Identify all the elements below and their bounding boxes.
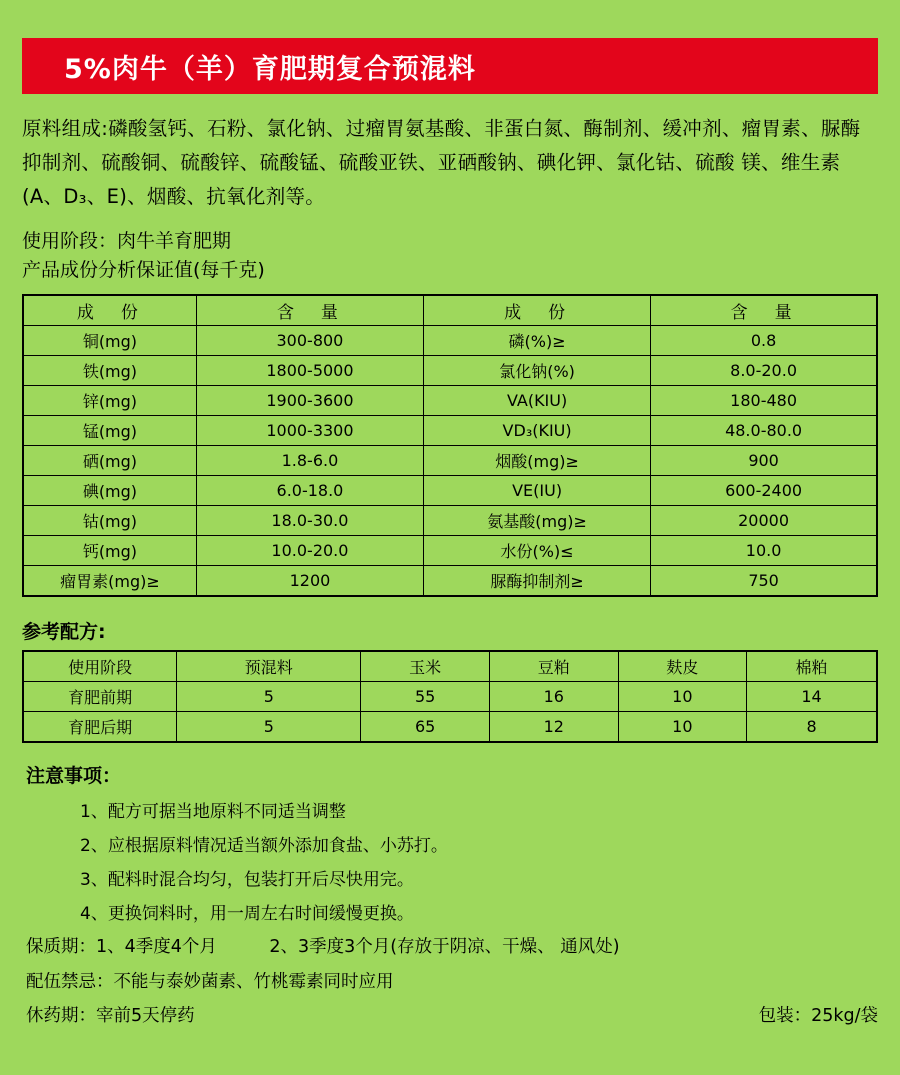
column-header: 使用阶段 — [23, 651, 177, 682]
cell: 55 — [361, 682, 490, 712]
cell: 1.8-6.0 — [196, 446, 423, 476]
withdrawal-line: 休药期：宰前5天停药 — [26, 1006, 195, 1026]
cell: 育肥前期 — [23, 682, 177, 712]
incompatibility-line: 配伍禁忌：不能与泰妙菌素、竹桃霉素同时应用 — [26, 972, 394, 992]
table-header-row — [23, 651, 877, 682]
cell: 8.0-20.0 — [651, 356, 877, 386]
cell: 1000-3300 — [196, 416, 423, 446]
shelf-life-line: 保质期：1、4季度4个月 2、3季度3个月(存放于阴凉、干燥、 通风处) — [26, 937, 620, 957]
cell: 6.0-18.0 — [196, 476, 423, 506]
table-row — [23, 476, 877, 506]
note-item: 4、更换饲料时，用一周左右时间缓慢更换。 — [80, 904, 414, 924]
note-item: 1、配方可据当地原料不同适当调整 — [80, 802, 346, 822]
column-header: 成 份 — [23, 295, 196, 326]
column-header: 麸皮 — [618, 651, 747, 682]
column-header: 棉粕 — [747, 651, 877, 682]
column-header: 豆粕 — [489, 651, 618, 682]
table-row — [23, 712, 877, 743]
title-bar — [22, 38, 878, 94]
cell: 0.8 — [651, 326, 877, 356]
column-header: 玉米 — [361, 651, 490, 682]
cell: 10 — [618, 682, 747, 712]
column-header: 成 份 — [424, 295, 651, 326]
cell: 硒(mg) — [23, 446, 196, 476]
cell: 磷(%)≥ — [424, 326, 651, 356]
table-row — [23, 416, 877, 446]
column-header: 含 量 — [651, 295, 877, 326]
cell: 900 — [651, 446, 877, 476]
table-header-row — [23, 295, 877, 326]
page-title: 5%肉牛（羊）育肥期复合预混料 — [64, 53, 476, 85]
footer-row — [26, 1002, 878, 1027]
package-line: 包装：25kg/袋 — [758, 1006, 878, 1026]
product-label-page — [0, 38, 900, 1075]
formula-table — [22, 650, 878, 743]
cell: 10.0 — [651, 536, 877, 566]
column-header: 预混料 — [177, 651, 361, 682]
table-row — [23, 326, 877, 356]
cell: 10 — [618, 712, 747, 743]
cell: 瘤胃素(mg)≥ — [23, 566, 196, 597]
cell: 8 — [747, 712, 877, 743]
table-row — [23, 446, 877, 476]
column-header: 含 量 — [196, 295, 423, 326]
cell: 脲酶抑制剂≥ — [424, 566, 651, 597]
cell: VD₃(KIU) — [424, 416, 651, 446]
cell: 300-800 — [196, 326, 423, 356]
table-row — [23, 566, 877, 597]
cell: 65 — [361, 712, 490, 743]
usage-stage-line: 使用阶段：肉牛羊育肥期 — [22, 230, 232, 252]
cell: 氯化钠(%) — [424, 356, 651, 386]
cell: 48.0-80.0 — [651, 416, 877, 446]
cell: VE(IU) — [424, 476, 651, 506]
cell: 铜(mg) — [23, 326, 196, 356]
cell: 烟酸(mg)≥ — [424, 446, 651, 476]
note-item: 3、配料时混合均匀，包装打开后尽快用完。 — [80, 870, 414, 890]
nutrition-table — [22, 294, 878, 597]
cell: 20000 — [651, 506, 877, 536]
cell: 铁(mg) — [23, 356, 196, 386]
cell: 18.0-30.0 — [196, 506, 423, 536]
notes-title: 注意事项： — [26, 765, 122, 787]
cell: 锰(mg) — [23, 416, 196, 446]
cell: 1800-5000 — [196, 356, 423, 386]
note-item: 2、应根据原料情况适当额外添加食盐、小苏打。 — [80, 836, 448, 856]
formula-title: 参考配方: — [22, 621, 106, 643]
table-row — [23, 356, 877, 386]
cell: 钴(mg) — [23, 506, 196, 536]
cell: 锌(mg) — [23, 386, 196, 416]
cell: 5 — [177, 682, 361, 712]
cell: 180-480 — [651, 386, 877, 416]
cell: 钙(mg) — [23, 536, 196, 566]
cell: 5 — [177, 712, 361, 743]
cell: 12 — [489, 712, 618, 743]
cell: 16 — [489, 682, 618, 712]
ingredients-text: 原料组成:磷酸氢钙、石粉、氯化钠、过瘤胃氨基酸、非蛋白氮、酶制剂、缓冲剂、瘤胃素、脲酶 抑制剂、硫酸铜、硫酸锌、硫酸锰、硫酸亚铁、亚硒酸钠、碘化钾、氯化钴、硫酸 镁、维生素(A、D₃、E)、烟酸、抗氧化剂等。 — [22, 117, 861, 208]
cell: 育肥后期 — [23, 712, 177, 743]
cell: 1900-3600 — [196, 386, 423, 416]
cell: 750 — [651, 566, 877, 597]
cell: 600-2400 — [651, 476, 877, 506]
guarantee-line: 产品成份分析保证值(每千克) — [22, 259, 265, 281]
cell: 14 — [747, 682, 877, 712]
cell: 水份(%)≤ — [424, 536, 651, 566]
table-row — [23, 506, 877, 536]
cell: 10.0-20.0 — [196, 536, 423, 566]
table-row — [23, 386, 877, 416]
cell: 1200 — [196, 566, 423, 597]
table-row — [23, 536, 877, 566]
cell: 氨基酸(mg)≥ — [424, 506, 651, 536]
table-row — [23, 682, 877, 712]
cell: 碘(mg) — [23, 476, 196, 506]
cell: VA(KIU) — [424, 386, 651, 416]
